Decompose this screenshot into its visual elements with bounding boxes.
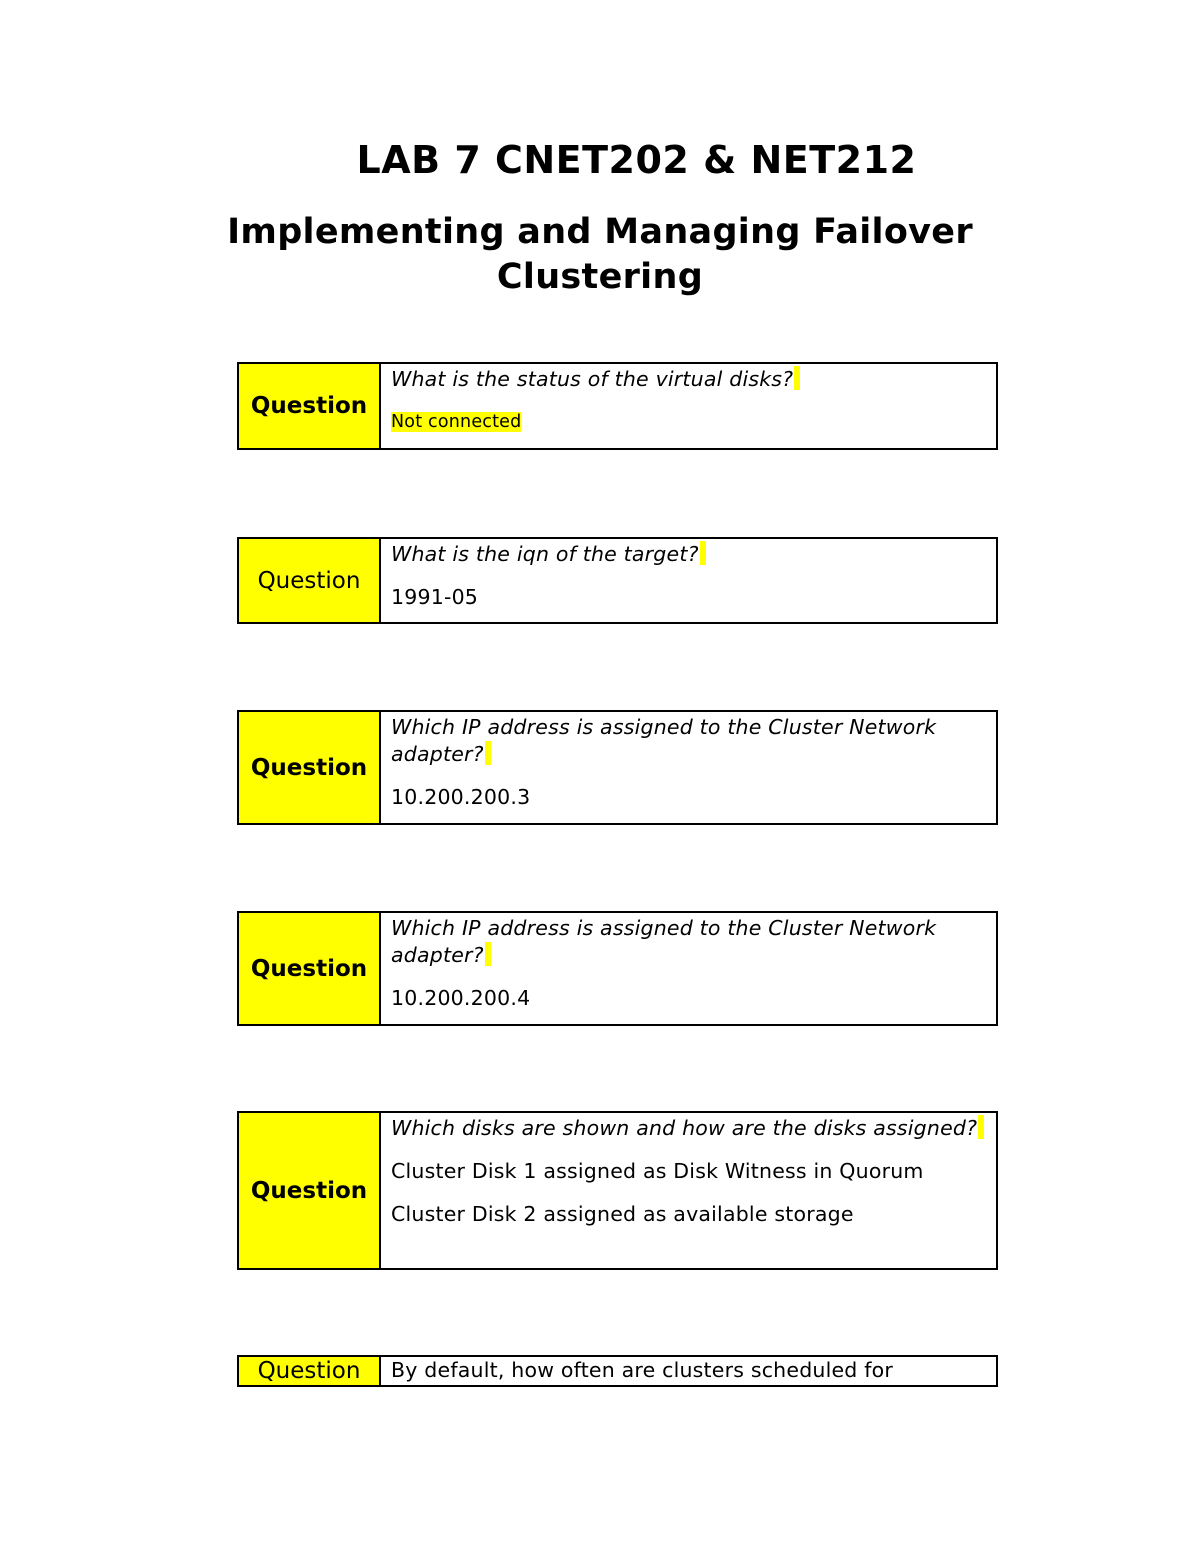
question-label: Question bbox=[239, 1113, 381, 1268]
question-label: Question bbox=[239, 913, 381, 1024]
question-text: Which disks are shown and how are the disks assigned? bbox=[391, 1115, 986, 1142]
document-subtitle: Implementing and Managing Failover Clustering bbox=[227, 212, 973, 297]
highlight-marker bbox=[978, 1115, 984, 1139]
question-body bbox=[381, 1357, 996, 1385]
highlight-marker bbox=[794, 366, 800, 390]
question-body bbox=[381, 913, 996, 1024]
highlight-marker bbox=[485, 942, 491, 966]
question-label: Question bbox=[239, 539, 381, 622]
answer-text: 1991-05 bbox=[391, 585, 479, 609]
question-table-1 bbox=[237, 362, 998, 450]
question-table-2 bbox=[237, 537, 998, 624]
answer-text: Not connected bbox=[391, 412, 522, 432]
question-table-6 bbox=[237, 1355, 998, 1387]
document-title: LAB 7 CNET202 & NET212 bbox=[356, 138, 917, 182]
question-body bbox=[381, 539, 996, 622]
question-body bbox=[381, 364, 996, 448]
highlight-marker bbox=[700, 541, 706, 565]
question-table-5 bbox=[237, 1111, 998, 1270]
question-body bbox=[381, 1113, 996, 1268]
question-label: Question bbox=[239, 364, 381, 448]
question-text: Which IP address is assigned to the Cluster Network adapter? bbox=[391, 916, 937, 967]
question-text: What is the status of the virtual disks? bbox=[391, 366, 986, 393]
question-table-4 bbox=[237, 911, 998, 1026]
question-table-3 bbox=[237, 710, 998, 825]
question-label: Question bbox=[239, 712, 381, 823]
answer-text: 10.200.200.3 bbox=[391, 785, 531, 809]
question-body bbox=[381, 712, 996, 823]
question-text: What is the iqn of the target? bbox=[391, 541, 986, 568]
question-text: Which IP address is assigned to the Cluster Network adapter? bbox=[391, 715, 937, 766]
question-text: By default, how often are clusters scheduled for bbox=[391, 1358, 894, 1382]
answer-text: 10.200.200.4 bbox=[391, 986, 531, 1010]
highlight-marker bbox=[485, 741, 491, 765]
question-label: Question bbox=[239, 1357, 381, 1385]
answer-text: Cluster Disk 2 assigned as available storage bbox=[391, 1202, 854, 1226]
answer-text: Cluster Disk 1 assigned as Disk Witness in Quorum bbox=[391, 1159, 924, 1183]
